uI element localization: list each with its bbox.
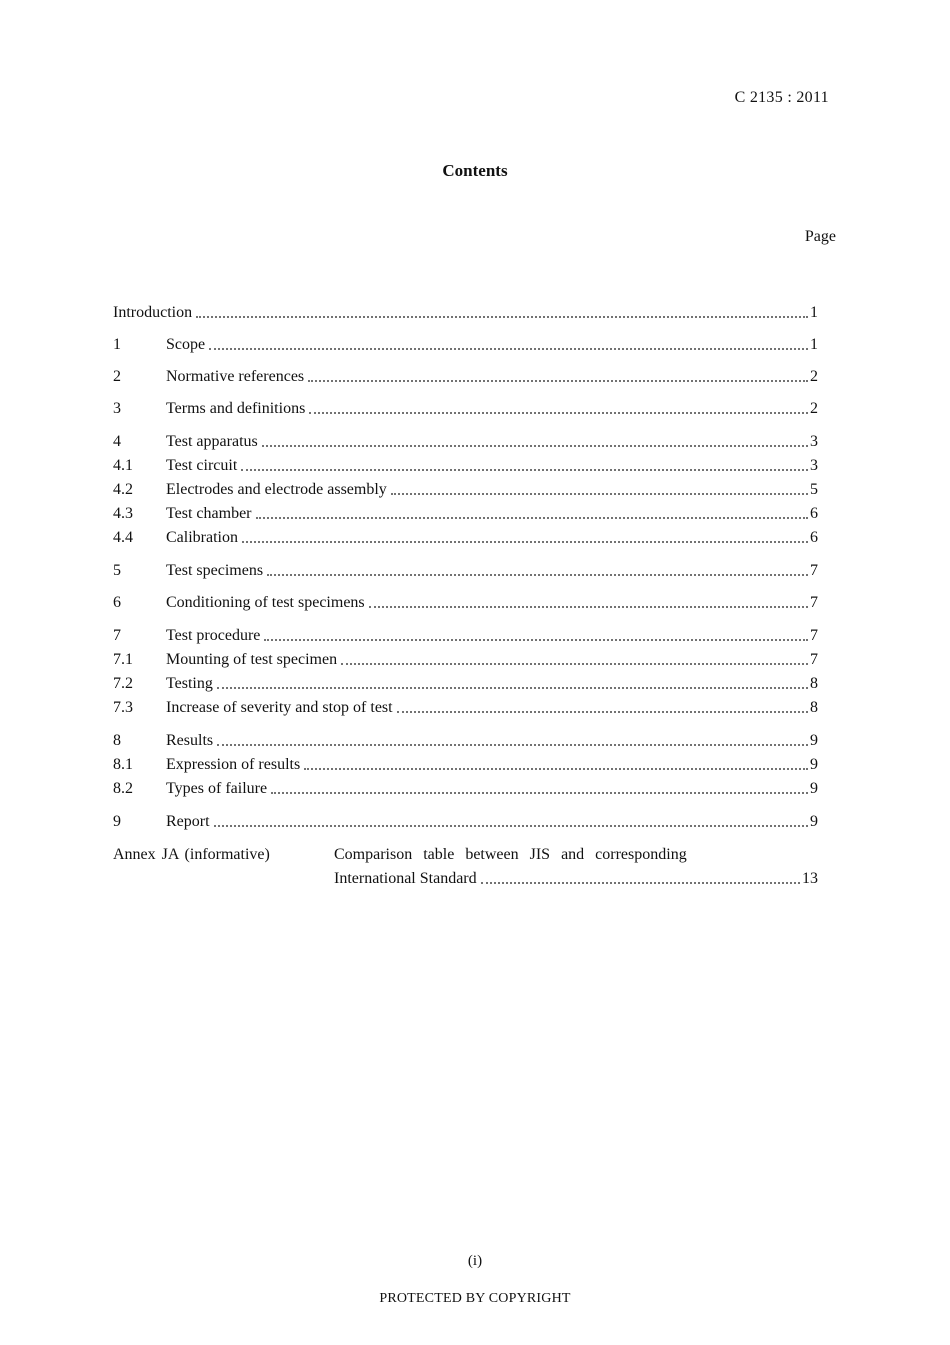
toc-leader [304,767,808,770]
toc-entry-number: 5 [113,562,121,579]
toc-entry-page: 9 [810,756,818,773]
toc-entry-test-specimens[interactable] [113,559,818,583]
toc-leader [264,638,808,641]
toc-entry-expression-of-results[interactable] [113,753,818,777]
page-column-label: Page [804,228,836,245]
toc-entry-title: Calibration [166,529,238,546]
toc-leader [308,379,808,382]
toc-entry-title: Types of failure [166,780,268,797]
toc-entry-number: 4.1 [113,457,133,474]
toc-entry-page: 9 [810,732,818,749]
toc-entry-test-procedure[interactable] [113,624,818,648]
toc-entry-page: 1 [810,304,818,321]
toc-entry-title: Test circuit [166,457,238,474]
toc-entry-page: 3 [810,433,818,450]
toc-entry-number: 4.2 [113,481,133,498]
toc-entry-introduction[interactable] [113,301,818,325]
toc-entry-number: 9 [113,813,121,830]
toc-leader [256,516,808,519]
toc-entry-number: 7.3 [113,699,133,716]
toc-leader [214,824,808,827]
toc-entry-title: Results [166,732,214,749]
toc-entry-title: Testing [166,675,213,692]
toc-entry-page: 5 [810,481,818,498]
toc-leader [209,347,808,350]
toc-entry-number: 1 [113,336,121,353]
toc-entry-page: 7 [810,594,818,611]
toc-leader [267,573,808,576]
toc-entry-number: 7.1 [113,651,133,668]
toc-leader [262,444,808,447]
toc-entry-page: 6 [810,505,818,522]
toc-entry-mounting[interactable] [113,648,818,672]
page-title: Contents [442,161,508,180]
toc-leader [241,468,808,471]
annex-title-line-2-row [334,867,818,891]
toc-entry-increase-of-severity[interactable] [113,696,818,720]
toc-entry-number: 4 [113,433,121,450]
toc-entry-title: Report [166,813,210,830]
toc-entry-test-chamber[interactable] [113,502,818,526]
toc-entry-page: 9 [810,780,818,797]
toc-leader [242,540,808,543]
toc-entry-title: Normative references [166,368,305,385]
annex-label: Annex JA (informative) [113,846,270,863]
toc-entry-page: 2 [810,368,818,385]
toc-entry-types-of-failure[interactable] [113,777,818,801]
toc-leader [217,686,808,689]
toc-leader [391,492,808,495]
toc-entry-report[interactable] [113,810,818,834]
copyright-notice: PROTECTED BY COPYRIGHT [379,1291,571,1306]
toc-entry-page: 7 [810,562,818,579]
toc-leader [309,411,808,414]
toc-leader [369,605,808,608]
toc-entry-terms-and-definitions[interactable] [113,397,818,421]
toc-leader [271,791,808,794]
toc-entry-title: Test chamber [166,505,252,522]
toc-entry-title: Scope [166,336,206,353]
toc-entry-number: 4.3 [113,505,133,522]
toc-entry-conditioning[interactable] [113,591,818,615]
toc-entry-number: 7.2 [113,675,133,692]
toc-entry-page: 8 [810,699,818,716]
toc-entry-number: 2 [113,368,121,385]
toc-entry-page: 7 [810,627,818,644]
toc-entry-test-apparatus[interactable] [113,430,818,454]
toc-entry-page: 1 [810,336,818,353]
annex-title-line-2: International Standard [334,870,477,887]
toc-entry-title: Expression of results [166,756,301,773]
annex-page: 13 [802,870,818,887]
toc-entry-title: Test apparatus [166,433,258,450]
annex-body [334,843,818,891]
toc-entry-calibration[interactable] [113,526,818,550]
document-code: C 2135 : 2011 [734,89,829,106]
toc-entry-page: 3 [810,457,818,474]
toc-entry-title: Test specimens [166,562,264,579]
toc-entry-results[interactable] [113,729,818,753]
toc-entry-number: 7 [113,627,121,644]
toc-entry-page: 8 [810,675,818,692]
toc-entry-page: 7 [810,651,818,668]
toc-entry-page: 6 [810,529,818,546]
annex-title-line-1: Comparison table between JIS and corresponding [334,846,687,863]
toc-entry-number: 3 [113,400,121,417]
toc-entry-number: 8.2 [113,780,133,797]
toc-entry-number: 6 [113,594,121,611]
toc-entry-annex-ja[interactable] [113,843,818,891]
toc-entry-title: Terms and definitions [166,400,306,417]
toc-entry-testing[interactable] [113,672,818,696]
table-of-contents [113,301,818,891]
toc-entry-title: Introduction [113,304,193,321]
toc-entry-number: 8.1 [113,756,133,773]
toc-entry-title: Increase of severity and stop of test [166,699,393,716]
toc-entry-electrodes[interactable] [113,478,818,502]
toc-entry-title: Test procedure [166,627,261,644]
toc-entry-scope[interactable] [113,333,818,357]
toc-entry-title: Mounting of test specimen [166,651,338,668]
toc-leader [341,662,808,665]
toc-leader [217,743,808,746]
toc-leader [397,710,808,713]
toc-entry-number: 8 [113,732,121,749]
toc-entry-normative-references[interactable] [113,365,818,389]
toc-leader [481,881,800,884]
toc-entry-number: 4.4 [113,529,133,546]
toc-entry-page: 2 [810,400,818,417]
toc-entry-title: Conditioning of test specimens [166,594,365,611]
toc-entry-title: Electrodes and electrode assembly [166,481,387,498]
toc-leader [196,315,808,318]
footer-page-number: (i) [467,1253,483,1269]
toc-entry-test-circuit[interactable] [113,454,818,478]
toc-entry-page: 9 [810,813,818,830]
